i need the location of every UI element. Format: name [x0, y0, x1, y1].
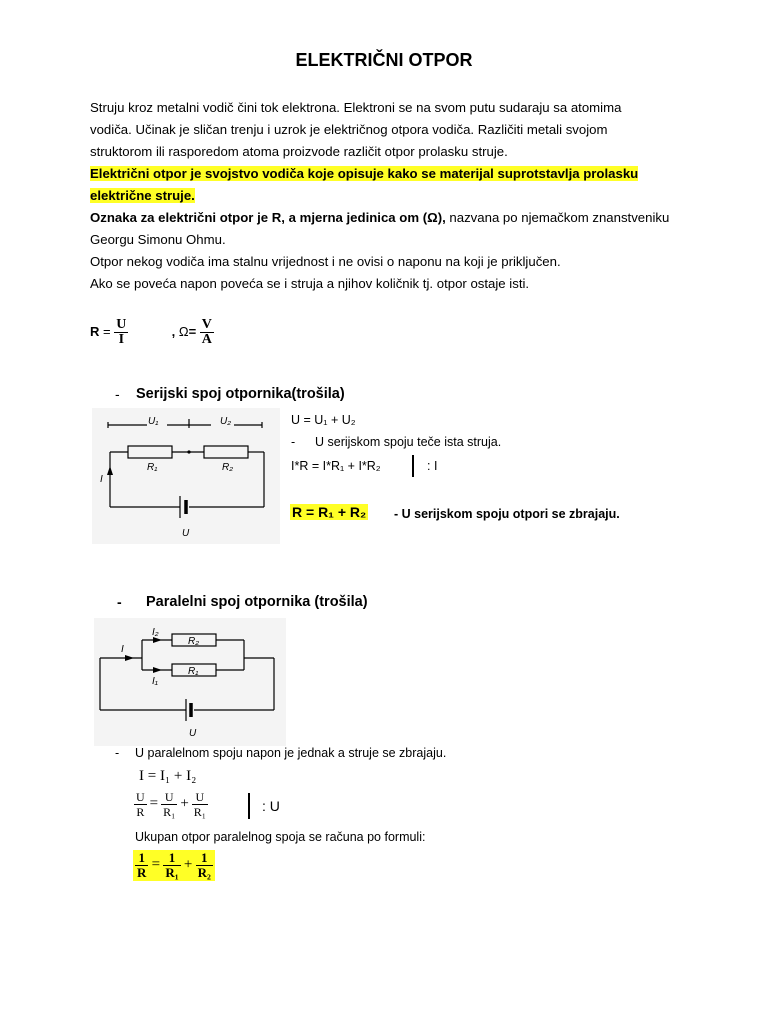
label-r2: R₂ — [188, 636, 200, 647]
label-u: U — [182, 528, 190, 539]
unit-statement-bold: Oznaka za električni otpor je R, a mjerna jedinica om (Ω), — [90, 210, 446, 225]
serial-voltage-sum: U = U₁ + U₂ — [291, 413, 356, 427]
parallel-current-sum: I = I₁ + I₂ — [139, 768, 197, 784]
serial-dash: - — [115, 386, 120, 402]
intro-line-1: Struju kroz metalni vodič čini tok elektrona. Elektroni se na svom putu sudaraju sa atomima — [90, 100, 622, 115]
fraction-1-over-r2: $\frac{1}{\text{R₂}}$ — [197, 850, 211, 880]
serial-result-note: - U serijskom spoju otpori se zbrajaju. — [394, 507, 620, 521]
intro-line-ako: Ako se poveća napon poveća se i struja a njihov količnik tj. otpor ostaje isti. — [90, 276, 530, 291]
parallel-dash: - — [117, 594, 122, 610]
parallel-note: U paralelnom spoju napon je jednak a struje se zbrajaju. — [135, 746, 447, 760]
parallel-formula-note: Ukupan otpor paralelnog spoja se računa po formuli: — [135, 830, 426, 844]
intro-line-3: struktorom ili rasporedom atoma proizvode različit otpor prolasku struje. — [90, 144, 508, 159]
fraction-u-over-r: $\frac{U}{R}$ — [136, 790, 145, 819]
intro-line-georg: Georgu Simonu Ohmu. — [90, 232, 226, 247]
fraction-u-over-r1-b: $\frac{U}{\text{R₁}}$ — [193, 790, 206, 819]
label-r1: R₁ — [147, 462, 158, 473]
label-u2: U₂ — [220, 416, 232, 427]
unit-statement-rest: nazvana po njemačkom znanstveniku — [445, 210, 670, 225]
parallel-voltage-formula: $\frac{U}{R}$ = $\frac{U}{\text{R₁}}$ + $\frac{U}{\text{R₁}}$ — [136, 790, 206, 819]
definition-highlight-2: električne struje. — [90, 188, 195, 203]
label-i: I — [121, 644, 124, 655]
divide-bar — [248, 793, 250, 819]
serial-note: U serijskom spoju teče ista struja. — [315, 435, 502, 449]
parallel-circuit-diagram — [94, 618, 286, 746]
intro-line-2: vodiča. Učinak je sličan trenju i uzrok je električnog otpora vodiča. Različiti metali svojom — [90, 122, 608, 137]
ohm-formula: R = $\frac{U}{I}$ , Ω= $\frac{V}{A}$ — [90, 317, 212, 347]
serial-heading: Serijski spoj otpornika(trošila) — [136, 386, 345, 402]
label-i1: I₁ — [152, 676, 158, 687]
fraction-1-over-r1: $\frac{1}{\text{R₁}}$ — [165, 850, 179, 880]
fraction-1-over-r: $\frac{1}{R}$ — [137, 850, 147, 880]
label-r2: R₂ — [222, 462, 234, 473]
parallel-resistance-formula: $\frac{1}{R}$ = $\frac{1}{\text{R₁}}$ + $\frac{1}{\text{R₂}}$ — [133, 850, 215, 881]
parallel-divide-by-u: : U — [262, 798, 280, 814]
definition-highlight-1: Električni otpor je svojstvo vodiča koje opisuje kako se materijal suprotstavlja prolasku — [90, 166, 639, 181]
serial-equation: I*R = I*R₁ + I*R₂ — [291, 459, 381, 473]
fraction-u-over-r1-a: $\frac{U}{\text{R₁}}$ — [163, 790, 176, 819]
serial-divide-by-i: : I — [427, 459, 438, 473]
fraction-v-over-a: $\frac{V}{A}$ — [201, 317, 212, 347]
divide-bar — [412, 455, 414, 477]
label-u1: U₁ — [148, 416, 159, 427]
serial-note-dash: - — [291, 435, 296, 449]
label-i: I — [100, 474, 103, 485]
parallel-heading: Paralelni spoj otpornika (trošila) — [146, 594, 368, 610]
label-i2: I₂ — [152, 627, 159, 638]
label-u: U — [189, 728, 197, 739]
serial-result: R = R₁ + R₂ — [292, 504, 367, 520]
parallel-note-dash: - — [115, 746, 120, 760]
page-title: ELEKTRIČNI OTPOR — [295, 50, 473, 70]
label-r1: R₁ — [188, 666, 199, 677]
intro-line-otpor: Otpor nekog vodiča ima stalnu vrijednost i ne ovisi o naponu na koji je priključen. — [90, 254, 561, 269]
serial-circuit-diagram — [92, 408, 280, 544]
fraction-u-over-i: $\frac{U}{I}$ — [116, 317, 127, 347]
